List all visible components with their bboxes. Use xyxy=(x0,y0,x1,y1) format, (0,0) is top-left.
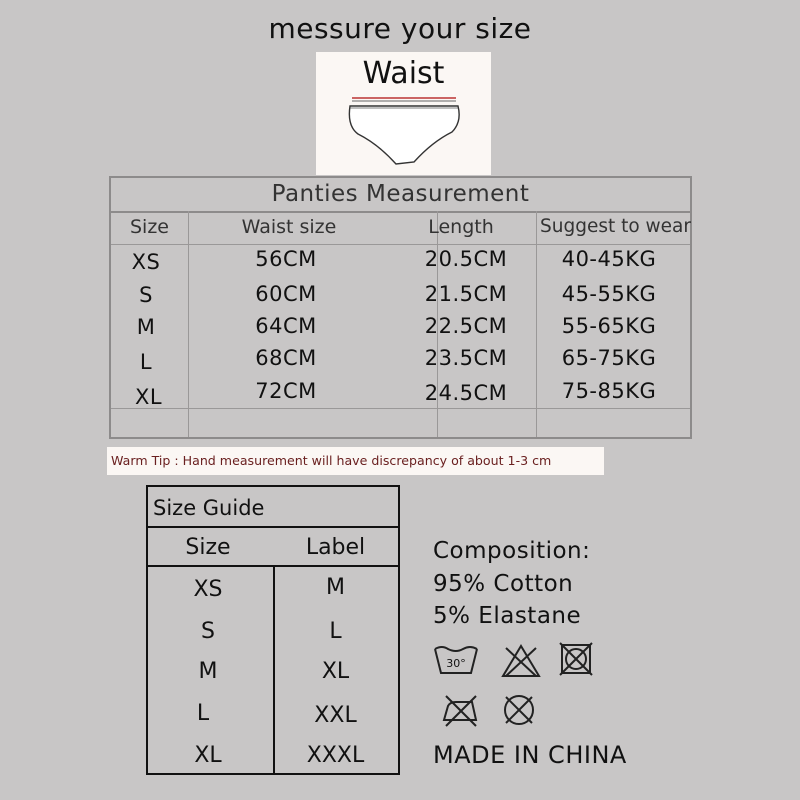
table-cell: 20.5CM xyxy=(424,247,508,271)
size-guide-title: Size Guide xyxy=(153,496,265,520)
do-not-bleach-icon xyxy=(500,643,542,679)
table-cell: 72CM xyxy=(255,379,317,403)
table-cell: XS xyxy=(131,250,161,274)
size-guide-header-label: Label xyxy=(305,535,366,560)
waist-label: Waist xyxy=(362,56,445,91)
table-cell: XL xyxy=(134,385,163,409)
table-title: Panties Measurement xyxy=(111,178,690,213)
table-cell: 40-45KG xyxy=(561,247,657,271)
size-guide-cell: L xyxy=(196,701,210,726)
table-cell: 65-75KG xyxy=(561,346,657,370)
size-guide-cell: XL xyxy=(194,743,222,768)
table-cell: 56CM xyxy=(255,247,317,271)
size-guide-cell: L xyxy=(329,619,342,644)
composition-heading: Composition: xyxy=(433,538,591,564)
do-not-dry-clean-icon xyxy=(500,691,538,729)
table-cell: L xyxy=(139,350,153,374)
wash-temperature: 30° xyxy=(446,657,466,670)
table-cell: 24.5CM xyxy=(424,381,508,405)
size-guide-cell: XS xyxy=(193,577,223,602)
size-guide-table xyxy=(146,485,400,775)
panties-illustration xyxy=(344,92,464,172)
wash-30-icon xyxy=(432,643,480,679)
table-cell: 22.5CM xyxy=(424,314,508,338)
table-cell: 68CM xyxy=(255,346,317,370)
size-guide-header-size: Size xyxy=(185,535,231,560)
table-cell: S xyxy=(139,283,153,307)
table-cell: 23.5CM xyxy=(424,346,508,370)
size-guide-cell: XXL xyxy=(314,703,357,728)
composition-line: 95% Cotton xyxy=(433,571,574,597)
page-title: messure your size xyxy=(268,12,532,45)
size-guide-cell: XL xyxy=(321,659,350,684)
size-guide-cell: M xyxy=(198,659,218,684)
table-cell: 21.5CM xyxy=(424,282,508,306)
table-cell: 45-55KG xyxy=(561,282,657,306)
header-size: Size xyxy=(129,216,169,238)
warm-tip-text: Warm Tip : Hand measurement will have discrepancy of about 1-3 cm xyxy=(111,453,552,468)
table-cell: 64CM xyxy=(255,314,317,338)
size-guide-cell: M xyxy=(326,575,345,600)
do-not-iron-icon xyxy=(438,692,482,728)
size-guide-cell: S xyxy=(201,619,215,644)
waist-diagram xyxy=(316,52,491,175)
warm-tip xyxy=(107,447,604,475)
made-in-label: MADE IN CHINA xyxy=(433,741,627,769)
table-cell: 55-65KG xyxy=(561,314,657,338)
panties-measurement-table xyxy=(109,176,692,439)
header-length: Length xyxy=(428,216,494,238)
composition-line: 5% Elastane xyxy=(433,603,582,629)
header-waist: Waist size xyxy=(241,216,337,238)
do-not-tumble-dry-icon xyxy=(558,641,594,677)
header-suggest: Suggest to wear xyxy=(539,216,692,237)
size-guide-cell: XXXL xyxy=(306,743,365,768)
table-cell: M xyxy=(136,315,156,339)
table-cell: 75-85KG xyxy=(561,379,657,403)
table-cell: 60CM xyxy=(255,282,317,306)
